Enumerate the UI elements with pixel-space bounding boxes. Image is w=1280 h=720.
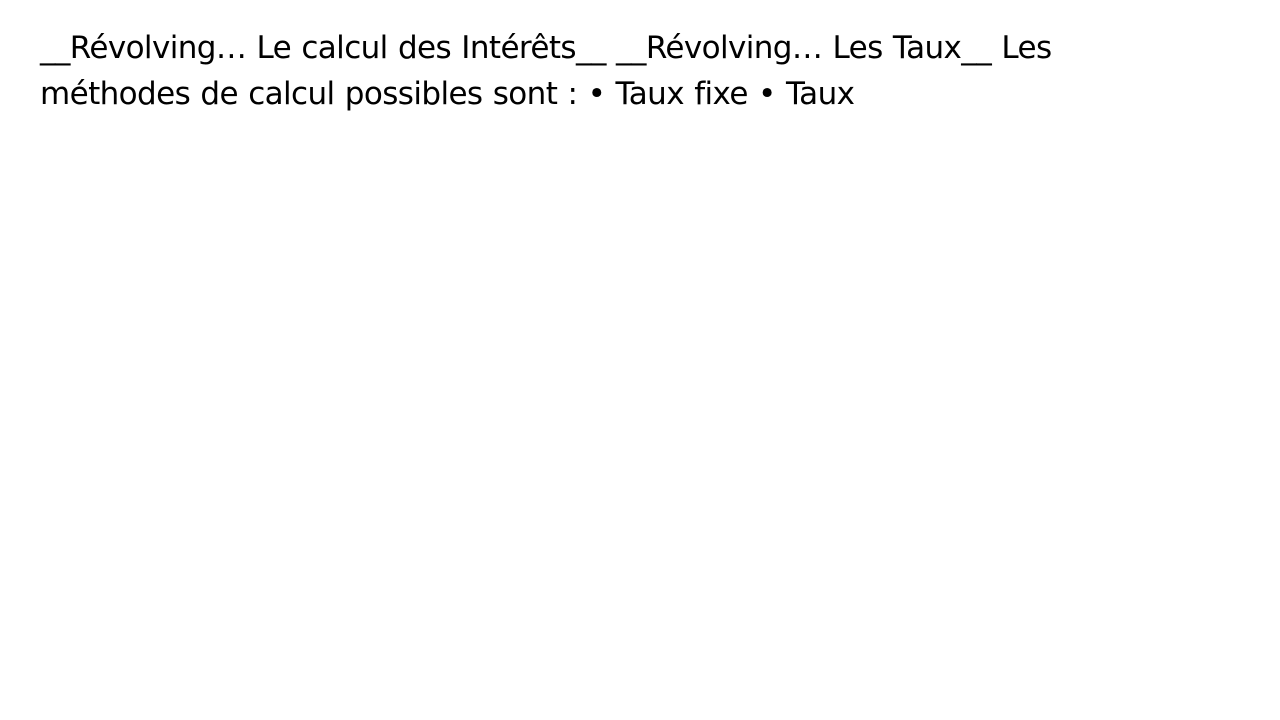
slide-body-text: __Révolving… Le calcul des Intérêts__ __Révolving… Les Taux__ Les méthodes de calcul possibles sont : • Taux fixe • Taux [40, 30, 1052, 112]
